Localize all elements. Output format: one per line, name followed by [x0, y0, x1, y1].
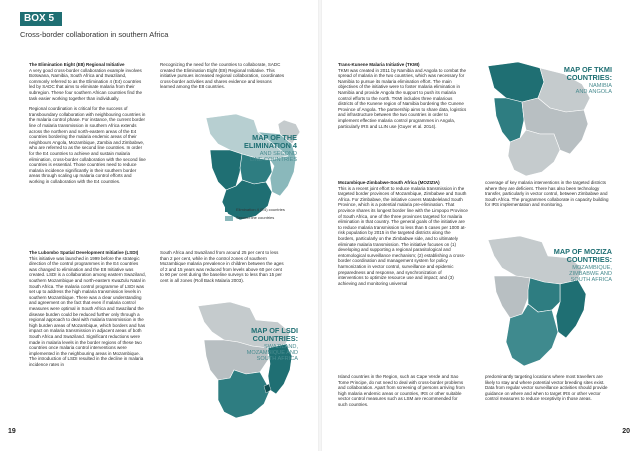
map-title: MAP OF TKMI COUNTRIES:: [563, 65, 612, 82]
section-heading: The Elimination Eight (E8) Regional Initiative: [29, 62, 125, 67]
legend-item: Second line countries: [225, 215, 285, 220]
section-e8: [29, 62, 147, 184]
map-region-namibia: [494, 98, 524, 142]
page-number-right: 20: [622, 428, 630, 435]
paragraph: South Africa and Swaziland from around 25 per cent to less than 2 per cent, while in the control zones of southern Mozambique malaria prevalence in children between the ages of 2 and 15 years was reduced from levels above 60 per cent to 90 per cent during the baseline surveys to less than 15 per cent in all zones (Roll Back Malaria 2003).: [160, 250, 284, 283]
map-title: MAP OF LSDI COUNTRIES:: [251, 326, 298, 343]
section-e8-continued: [160, 62, 285, 90]
map-title: MAP OF THE ELIMINATION 4: [244, 133, 297, 150]
section-heading: Mozambique-Zimbabwe-South Africa (MOZIZIA): [338, 180, 440, 185]
section-tkmi: [338, 62, 468, 129]
section-lsdi: [29, 250, 147, 367]
paragraph: This is a recent joint effort to reduce malaria transmission in the targeted border provinces of Mozambique, Zimbabwe and South Africa. For Zimbabwe, the initiative covers Matabeleland South Province, which is a potential malaria pre-elimination. That province shares its longest border line with the Limpopo Province of South Africa, one of the three provinces targeted for malaria elimination in that country. The general goals of the initiative are to reduce malaria transmission to less than 5 cases per 1000 at-risk population by 2015 in the targeted districts along the borders, particularly on the Zimbabwe side, and to ultimately eliminate malaria transmission. The initiative focuses on (1) developing and supporting a regional parasitological and entomological surveillance mechanism; (2) establishing a cross-border coordination and management system for policy harmonization in vector control, surveillance and epidemic preparedness and response, and synchronization of interventions to optimize resource use and impact; and (3) achieving and monitoring universal: [338, 185, 468, 286]
box-label: BOX 5: [20, 12, 62, 26]
page-number-left: 19: [8, 428, 16, 435]
paragraph: Recognizing the need for the countries to collaborate, SADC created the Elimination Eight (E8) Regional Initiative. This initiative pursues increased regional collaboration, coordinates cross-border activities and shares evidence and lessons learned among the E8 countries.: [160, 62, 285, 90]
map-subtitle: SWAZILAND, MOZAMBIQUE AND SOUTH AFRICA: [246, 344, 298, 363]
map-region-mozambique: [556, 280, 586, 338]
section-heading: The Lubombo Spatial Development Initiative (LSDI): [29, 250, 139, 255]
page-gutter: [318, 0, 322, 451]
box-title: Cross-border collaboration in southern Africa: [20, 30, 169, 39]
map-subtitle: MOZAMBIQUE, ZIMBABWE AND SOUTH AFRICA: [569, 265, 612, 284]
section-islands: [338, 374, 468, 408]
paragraph: A very good cross-border collaboration example involves Botswana, Namibia, South Africa and Swaziland, commonly referred to as the Elimination 4 (E4) countries led by SADC that aims to eliminate malaria from their subregion. These four southern African countries find the task easier working together than individually.: [29, 67, 142, 101]
section-islands-continued: [485, 374, 610, 402]
paragraph: coverage of key malaria interventions in the targeted districts where they are deficient. There has also been technology transfer, particularly in vector control, between Zimbabwe and South Africa. The programmes collaborate in capacity building for IRS implementation and monitoring.: [485, 180, 609, 208]
map-legend: [225, 207, 285, 221]
map-subtitle: AND SECOND LINE COUNTRIES: [250, 151, 297, 164]
paragraph: predominantly targeting locations where most travellers are likely to stay and where potential vector breeding sites exist. Data from regular vector surveillance activities should provide guidance on where and when to target IRS or other vector control measures to reduce receptivity in those areas.: [485, 374, 608, 402]
paragraph: TKMI was created in 2011 by Namibia and Angola to combat the spread of malaria in the two countries, which was necessary for Namibia to pursue its malaria elimination effort. The main objectives of the initiative were to foster malaria elimination in Namibia and provide Angola the support to push its malaria control efforts to the north. TKMI includes three malarious districts of the Kunene region of Namibia bordering the Cunene Province of Angola. The partnership aims to share data, logistics and infrastructure between the two countries in order to implement effective malaria control programmes in Angola, particularly IRS and LLIN use (Guyer et al. 2014).: [338, 67, 467, 129]
section-heading: Trans-Kunene Malaria Initiative (TKMI): [338, 62, 420, 67]
legend-item: Elimination 4 (E4) countries: [225, 207, 285, 212]
section-mozizia: [338, 180, 468, 286]
section-mozizia-continued: [485, 180, 610, 208]
paragraph: Island countries in the Region, such as Cape Verde and Sao Tome Principe, do not need to deal with cross-border problems and collaboration. Apart from screening of persons arriving from high malaria endemic areas or countries, IRS or other suitable vector control measures such as LSM are recommended for such countries.: [338, 374, 465, 407]
paragraph: Regional coordination is critical for the success of transboundary collaboration with neighbouring countries in the malaria control phase. For instance, the current border line of malaria transmission in southern Africa extends across the northern and north-eastern areas of the E4 countries bordering the malaria endemic areas of their neighbours Angola, Mozambique, Zambia and Zimbabwe, who are referred to as the second line countries. In order for the E4 countries to achieve and sustain malaria elimination, cross-border collaboration with the second line countries is essential. Those countries need to reduce malaria incidence significantly in their southern border areas through scaling up malaria control efforts and working in collaboration with the E4 countries.: [29, 106, 146, 184]
section-lsdi-continued: [160, 250, 285, 284]
paragraph: This initiative was launched in 1999 before the strategic direction of the control programmes in the E4 countries was changed to elimination and the E8 Initiative was created. LSDI is a collaboration among eastern Swaziland, southern Mozambique and north-eastern KwaZulu Natal in South Africa. The malaria control programme of LSDI was set up to address the high malaria transmission levels in southern Mozambique. There was a clear understanding and agreement on the fact that even if malaria control measures were optimal in South Africa and Swaziland the disease burden could be reduced further only through a regional approach to deal with malaria transmission in the high burden areas of Mozambique, which borders and has impact on malaria transmission in adjacent areas of both South Africa and Swaziland. Significant reductions were made in malaria levels in the border regions of these two countries once malaria control interventions were implemented in the neighbouring areas in Mozambique. The introduction of LSDI resulted in the decline in malaria incidence rates in: [29, 255, 146, 367]
map-subtitle: NAMIBIA AND ANGOLA: [575, 83, 612, 96]
map-title: MAP OF MOZIZA COUNTRIES:: [553, 247, 612, 264]
